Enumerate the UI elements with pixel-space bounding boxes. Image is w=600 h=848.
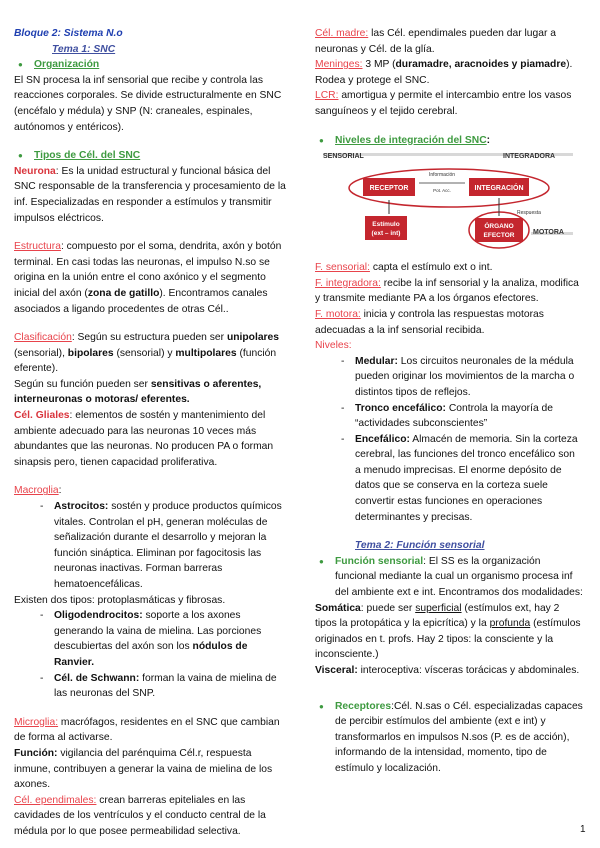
astrocitos-item: - Astrocitos: sostén y produce productos químicos vitales. Controlan el pH, generan moléculas de señalización durante el desarrollo y mejoran la función sináptica. Eliminan por fagocitosis las neuronas inactivas. Forman barreras hematoencefálicas. [14,499,290,593]
diagram-sensorial-label: SENSORIAL [323,153,364,161]
diagram-pot-text: Pot. Acc. [433,188,451,194]
tronco-item: - Tronco encefálico: Controla la mayoría de “actividades subconscientes” [315,401,583,432]
diagram-efector-text: EFECTOR [483,232,515,240]
ependimales-paragraph: Cél. ependimales: crean barreras epiteliales en las cavidades de los ventrículos y el conducto central de la médula por lo que posee permeabilidad selectiva. [14,794,266,837]
niveles-label: Niveles: [315,340,352,352]
f-sensorial: F. sensorial: capta el estímulo ext o int. [315,262,493,274]
right-column [315,26,583,777]
niveles-integracion-heading: ● Niveles de integración del SNC: [315,133,583,149]
diagram-integracion-text: INTEGRACIÓN [474,185,524,193]
page-number: 1 [580,824,586,835]
diagram-motora-label: MOTORA [533,229,564,237]
funcion-sensorial-item: ● Función sensorial: El SS es la organización funcional mediante la cual un organismo procesa inf del ambiente ext e int. Encontramos dos modalidades: [315,554,583,601]
diagram-estimulo-sub: (ext – int) [371,230,401,238]
tipos-heading: ● Tipos de Cél. del SNC [14,148,290,164]
segun-funcion: Según su función pueden ser sensitivas o aferentes, interneuronas o motoras/ eferentes. [14,378,262,406]
left-column [14,26,290,840]
oligodendrocitos-item: - Oligodendrocitos: soporte a los axones generando la vaina de mielina. Las porciones descubiertas del axón son los nódulos de Ranvier. [14,608,290,670]
somatica-paragraph: Somática: puede ser superficial (estímulos ext, hay 2 tipos la protopática y la epicrítica) y la profunda (estímulos originados en t. profs. Hay 2 tipos: la consciente y la inconsciente.) [315,602,581,661]
visceral-paragraph: Visceral: interoceptiva: vísceras torácicas y abdominales. [315,665,580,676]
diagram-receptor-text: RECEPTOR [369,185,409,193]
tema1-title: Tema 1: SNC [52,43,116,55]
diagram-respuesta-text: Respuesta [517,210,541,217]
lcr-paragraph: LCR: amortigua y permite el intercambio entre los vasos sanguíneos y el tejido cerebral. [315,90,572,117]
diagram-integradora-label: INTEGRADORA [503,153,556,161]
estructura-paragraph: Estructura: compuesto por el soma, dendrita, axón y botón terminal. En casi todas las neuronas, el impulso N.so se origina en la unión entre el cono axónico y el segmento inicial del axón (zona de gatillo). Encontramos canales asociados a ligando procedentes de otras Cél.. [14,241,282,315]
clasificacion-paragraph: Clasificación: Según su estructura pueden ser unipolares (sensorial), bipolares (sensorial) y multipolares (función eferente). [14,332,280,375]
gliales-paragraph: Cél. Gliales: elementos de sostén y mantenimiento del ambiente adecuado para las neuronas 10 veces más abundantes que las neuronas. No producen PA o forman sinapsis pero, tienen capacidad proliferativa. [14,410,274,468]
diagram-organo-text: ÓRGANO [484,223,514,231]
f-integradora: F. integradora: recibe la inf sensorial y la analiza, modifica y transmite mediante PA a los órganos efectores. [315,277,579,305]
organizacion-heading: ● Organización [14,57,290,73]
schwann-item: - Cél. de Schwann: forman la vaina de mielina de las neuronas del SNP. [14,671,290,702]
receptores-item: ● Receptores:Cél. N.sas o Cél. especializadas capaces de percibir estímulos del ambiente (ext e int) y transformarlos en impulsos N.sos (P. es de acción), informando de la intensidad, momento, tipo de estímulo y localización. [315,699,583,777]
funcion-paragraph: Función: vigilancia del parénquima Cél.r, respuesta inmune, contribuyen a generar la vaina de mielina de los axones. [14,747,273,791]
diagram-estimulo-text: Estímulo [372,221,400,229]
madre-paragraph: Cél. madre: las Cél. ependimales pueden dar lugar a neuronas y Cél. de la glía. [315,28,556,55]
neurona-paragraph: Neurona: Es la unidad estructural y funcional básica del SNC responsable de la transferencia y procesamiento de la inf. Especializadas en responder a estímulos y transmitir impulsos eléctricos. [14,165,286,224]
medular-item: - Medular: Los circuitos neuronales de la médula pueden originar los movimientos de la marcha o distintos tipos de reflejos. [315,354,583,401]
microglia-paragraph: Microglia: macrófagos, residentes en el SNC que cambian de forma al activarse. [14,716,280,744]
diagram-informacion-text: Información [428,172,456,179]
macroglia-heading: Macroglia: [14,485,62,497]
bloque-title: Bloque 2: Sistema N.o [14,28,123,39]
organizacion-text: El SN procesa la inf sensorial que recibe y controla las reacciones corporales. Se divide estructuralmente en SNC (encéfalo y médula) y SNP (N: craneales, espinales, autónomos y entéricos). [14,74,282,133]
meninges-paragraph: Meninges: 3 MP (duramadre, aracnoides y piamadre). Rodea y protege el SNC. [315,59,573,86]
existen-text: Existen dos tipos: protoplasmáticas y fibrosas. [14,594,226,606]
tema2-title: Tema 2: Función sensorial [355,540,485,552]
encefalico-item: - Encefálico: Almacén de memoria. Sin la corteza cerebral, las funciones del tronco encefálico son a menudo imprecisas. El enorme depósito de datos que se conserva en la corteza suele convertir estas funciones en operaciones determinantes y precisas. [315,432,583,526]
integration-diagram [315,150,583,260]
f-motora: F. motora: inicia y controla las respuestas motoras adecuadas a la inf sensorial recibida. [315,308,544,336]
